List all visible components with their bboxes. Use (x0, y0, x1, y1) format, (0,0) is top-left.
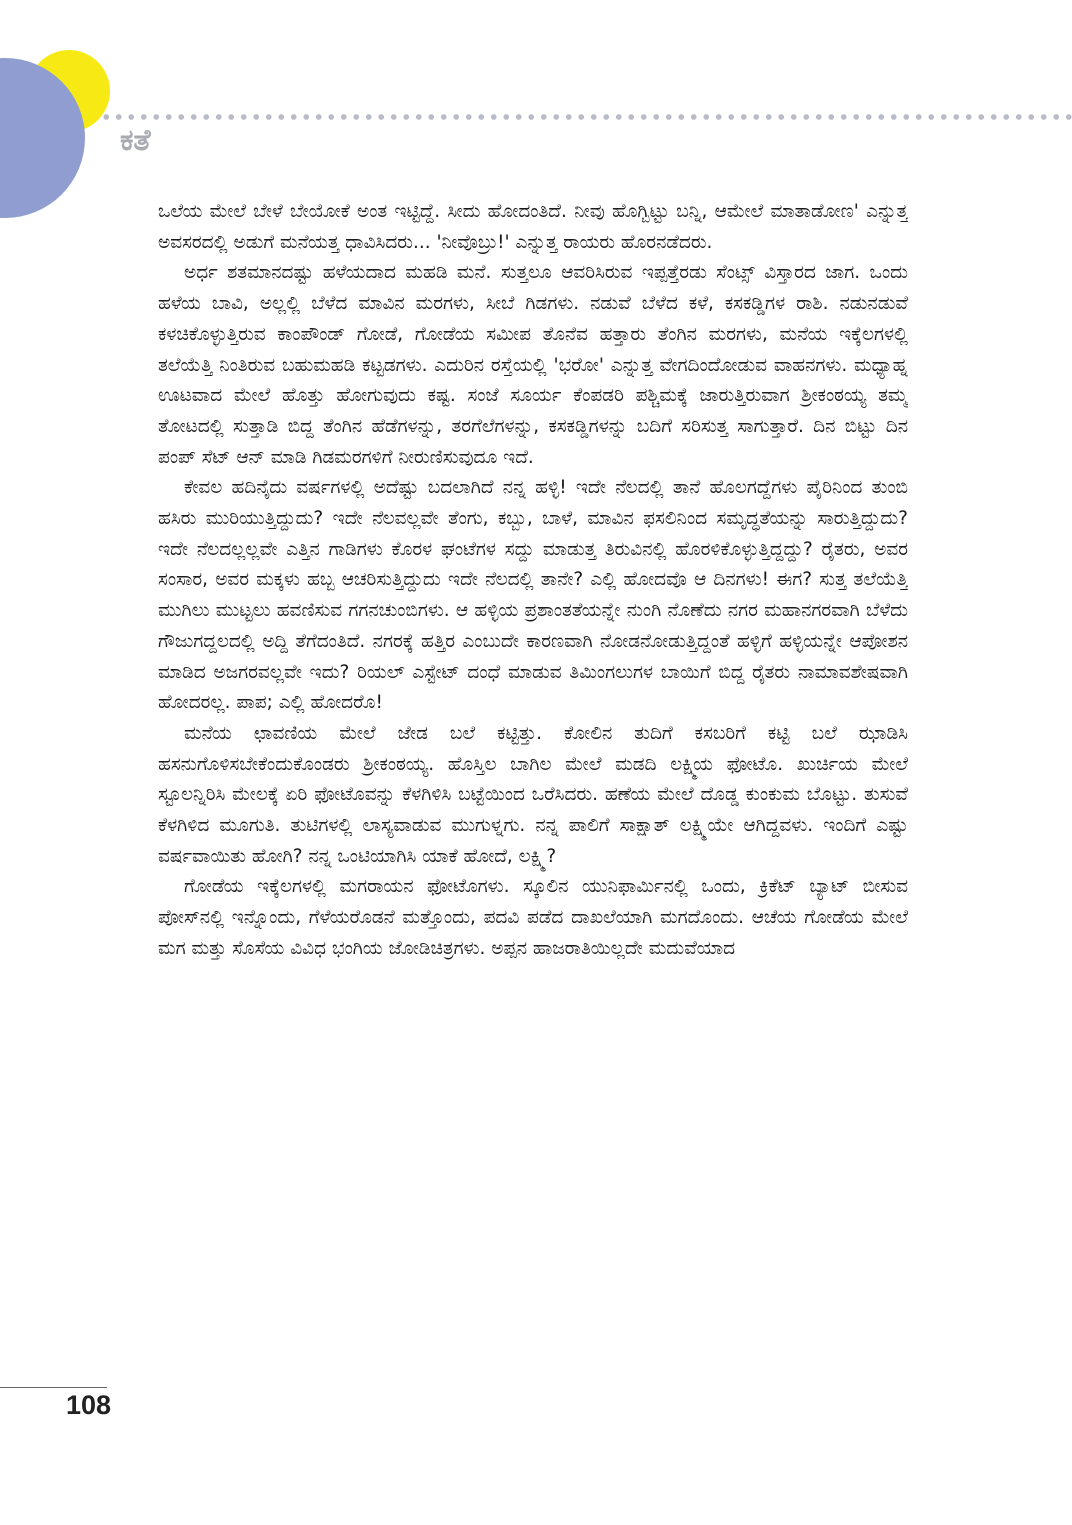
section-label: ಕತೆ (120, 123, 151, 158)
story-body (158, 197, 908, 1397)
footer-rule (0, 1387, 107, 1388)
page-number: 108 (66, 1390, 112, 1420)
dotted-header-rule (100, 113, 1072, 121)
paragraph: ಗೋಡೆಯ ಇಕ್ಕೆಲಗಳಲ್ಲಿ ಮಗರಾಯನ ಫೋಟೊಗಳು. ಸ್ಕೂಲಿನ ಯುನಿಫಾರ್ಮಿನಲ್ಲಿ ಒಂದು, ಕ್ರಿಕೆಟ್ ಬ್ಯಾಟ್ ಬೀಸುವ ಪೋಸ್‌ನಲ್ಲಿ ಇನ್ನೊಂದು, ಗೆಳೆಯರೊಡನೆ ಮತ್ತೊಂದು, ಪದವಿ ಪಡೆದ ದಾಖಲೆಯಾಗಿ ಮಗದೊಂದು. ಆಚೆಯ ಗೋಡೆಯ ಮೇಲೆ ಮಗ ಮತ್ತು ಸೊಸೆಯ ವಿವಿಧ ಭಂಗಿಯ ಜೋಡಿಚಿತ್ರಗಳು. ಅಪ್ಪನ ಹಾಜರಾತಿಯಿಲ್ಲದೇ ಮದುವೆಯಾದ (158, 876, 908, 959)
paragraph: ಅರ್ಧ ಶತಮಾನದಷ್ಟು ಹಳೆಯದಾದ ಮಹಡಿ ಮನೆ. ಸುತ್ತಲೂ ಆವರಿಸಿರುವ ಇಪ್ಪತ್ತೆರಡು ಸೆಂಟ್ಸ್ ವಿಸ್ತಾರದ ಜಾಗ. ಒಂದು ಹಳೆಯ ಬಾವಿ, ಅಲ್ಲಲ್ಲಿ ಬೆಳೆದ ಮಾವಿನ ಮರಗಳು, ಸೀಬೆ ಗಿಡಗಳು. ನಡುವೆ ಬೆಳೆದ ಕಳೆ, ಕಸಕಡ್ಡಿಗಳ ರಾಶಿ. ನಡುನಡುವೆ ಕಳಚಿಕೊಳ್ಳುತ್ತಿರುವ ಕಾಂಪೌಂಡ್ ಗೋಡೆ, ಗೋಡೆಯ ಸಮೀಪ ತೊನೆವ ಹತ್ತಾರು ತೆಂಗಿನ ಮರಗಳು, ಮನೆಯ ಇಕ್ಕೆಲಗಳಲ್ಲಿ ತಲೆಯೆತ್ತಿ ನಿಂತಿರುವ ಬಹುಮಹಡಿ ಕಟ್ಟಡಗಳು. ಎದುರಿನ ರಸ್ತೆಯಲ್ಲಿ 'ಭರೋ' ಎನ್ನುತ್ತ ವೇಗದಿಂದೋಡುವ ವಾಹನಗಳು. ಮಧ್ಯಾಹ್ನ ಊಟವಾದ ಮೇಲೆ ಹೊತ್ತು ಹೋಗುವುದು ಕಷ್ಟ. ಸಂಜೆ ಸೂರ್ಯ ಕೆಂಪಡರಿ ಪಶ್ಚಿಮಕ್ಕೆ ಜಾರುತ್ತಿರುವಾಗ ಶ್ರೀಕಂಠಯ್ಯ ತಮ್ಮ ತೋಟದಲ್ಲಿ ಸುತ್ತಾಡಿ ಬಿದ್ದ ತೆಂಗಿನ ಹೆಡೆಗಳನ್ನು, ತರಗೆಲೆಗಳನ್ನು, ಕಸಕಡ್ಡಿಗಳನ್ನು ಬದಿಗೆ ಸರಿಸುತ್ತ ಸಾಗುತ್ತಾರೆ. ದಿನ ಬಿಟ್ಟು ದಿನ ಪಂಪ್ ಸೆಟ್ ಆನ್ ಮಾಡಿ ಗಿಡಮರಗಳಿಗೆ ನೀರುಣಿಸುವುದೂ ಇದೆ. (158, 262, 908, 468)
paragraph: ಕೇವಲ ಹದಿನೈದು ವರ್ಷಗಳಲ್ಲಿ ಅದೆಷ್ಟು ಬದಲಾಗಿದೆ ನನ್ನ ಹಳ್ಳಿ! ಇದೇ ನೆಲದಲ್ಲಿ ತಾನೆ ಹೊಲಗದ್ದೆಗಳು ಪೈರಿನಿಂದ ತುಂಬಿ ಹಸಿರು ಮುರಿಯುತ್ತಿದ್ದುದು? ಇದೇ ನೆಲವಲ್ಲವೇ ತೆಂಗು, ಕಬ್ಬು, ಬಾಳೆ, ಮಾವಿನ ಫಸಲಿನಿಂದ ಸಮೃದ್ಧತೆಯನ್ನು ಸಾರುತ್ತಿದ್ದುದು? ಇದೇ ನೆಲದಲ್ಲಲ್ಲವೇ ಎತ್ತಿನ ಗಾಡಿಗಳು ಕೊರಳ ಘಂಟೆಗಳ ಸದ್ದು ಮಾಡುತ್ತ ತಿರುವಿನಲ್ಲಿ ಹೊರಳಿಕೊಳ್ಳುತ್ತಿದ್ದದ್ದು? ರೈತರು, ಅವರ ಸಂಸಾರ, ಅವರ ಮಕ್ಕಳು ಹಬ್ಬ ಆಚರಿಸುತ್ತಿದ್ದುದು ಇದೇ ನೆಲದಲ್ಲಿ ತಾನೇ? ಎಲ್ಲಿ ಹೋದವೊ ಆ ದಿನಗಳು! ಈಗ? ಸುತ್ತ ತಲೆಯೆತ್ತಿ ಮುಗಿಲು ಮುಟ್ಟಲು ಹವಣಿಸುವ ಗಗನಚುಂಬಿಗಳು. ಆ ಹಳ್ಳಿಯ ಪ್ರಶಾಂತತೆಯನ್ನೇ ನುಂಗಿ ನೊಣೆದು ನಗರ ಮಹಾನಗರವಾಗಿ ಬೆಳೆದು ಗೌಜುಗದ್ದಲದಲ್ಲಿ ಅದ್ದಿ ತೆಗೆದಂತಿದೆ. ನಗರಕ್ಕೆ ಹತ್ತಿರ ಎಂಬುದೇ ಕಾರಣವಾಗಿ ನೋಡನೋಡುತ್ತಿದ್ದಂತೆ ಹಳ್ಳಿಗೆ ಹಳ್ಳಿಯನ್ನೇ ಆಪೋಶನ ಮಾಡಿದ ಅಜಗರವಲ್ಲವೇ ಇದು? ರಿಯಲ್ ಎಸ್ಟೇಟ್ ದಂಧೆ ಮಾಡುವ ತಿಮಿಂಗಲುಗಳ ಬಾಯಿಗೆ ಬಿದ್ದ ರೈತರು ನಾಮಾವಶೇಷವಾಗಿ ಹೋದರಲ್ಲ. ಪಾಪ; ಎಲ್ಲಿ ಹೋದರೊ! (158, 477, 908, 714)
paragraph: ಒಲೆಯ ಮೇಲೆ ಬೇಳೆ ಬೇಯೋಕೆ ಅಂತ ಇಟ್ಟಿದ್ದೆ. ಸೀದು ಹೋದಂತಿದೆ. ನೀವು ಹೊಗ್ಬಿಟ್ಟು ಬನ್ನಿ, ಆಮೇಲೆ ಮಾತಾಡೋಣ' ಎನ್ನುತ್ತ ಅವಸರದಲ್ಲಿ ಅಡುಗೆ ಮನೆಯತ್ತ ಧಾವಿಸಿದರು... 'ನೀವೊಬ್ರು!' ಎನ್ನುತ್ತ ರಾಯರು ಹೊರನಡೆದರು. (158, 201, 908, 253)
paragraph: ಮನೆಯ ಛಾವಣಿಯ ಮೇಲೆ ಜೇಡ ಬಲೆ ಕಟ್ಟಿತ್ತು. ಕೋಲಿನ ತುದಿಗೆ ಕಸಬರಿಗೆ ಕಟ್ಟಿ ಬಲೆ ಝಾಡಿಸಿ ಹಸನುಗೊಳಿಸಬೇಕೆಂದುಕೊಂಡರು ಶ್ರೀಕಂಠಯ್ಯ. ಹೊಸ್ತಿಲ ಬಾಗಿಲ ಮೇಲೆ ಮಡದಿ ಲಕ್ಷ್ಮಿಯ ಫೋಟೊ. ಖುರ್ಚಿಯ ಮೇಲೆ ಸ್ಟೂಲನ್ನಿರಿಸಿ ಮೇಲಕ್ಕೆ ಏರಿ ಫೋಟೊವನ್ನು ಕೆಳಗಿಳಿಸಿ ಬಟ್ಟೆಯಿಂದ ಒರೆಸಿದರು. ಹಣೆಯ ಮೇಲೆ ದೊಡ್ಡ ಕುಂಕುಮ ಬೊಟ್ಟು. ತುಸುವೆ ಕೆಳಗಿಳಿದ ಮೂಗುತಿ. ತುಟಿಗಳಲ್ಲಿ ಲಾಸ್ಯವಾಡುವ ಮುಗುಳ್ನಗು. ನನ್ನ ಪಾಲಿಗೆ ಸಾಕ್ಷಾತ್ ಲಕ್ಷ್ಮಿಯೇ ಆಗಿದ್ದವಳು. ಇಂದಿಗೆ ಎಷ್ಟು ವರ್ಷವಾಯಿತು ಹೋಗಿ? ನನ್ನ ಒಂಟಿಯಾಗಿಸಿ ಯಾಕೆ ಹೋದೆ, ಲಕ್ಷ್ಮಿ? (158, 722, 908, 867)
